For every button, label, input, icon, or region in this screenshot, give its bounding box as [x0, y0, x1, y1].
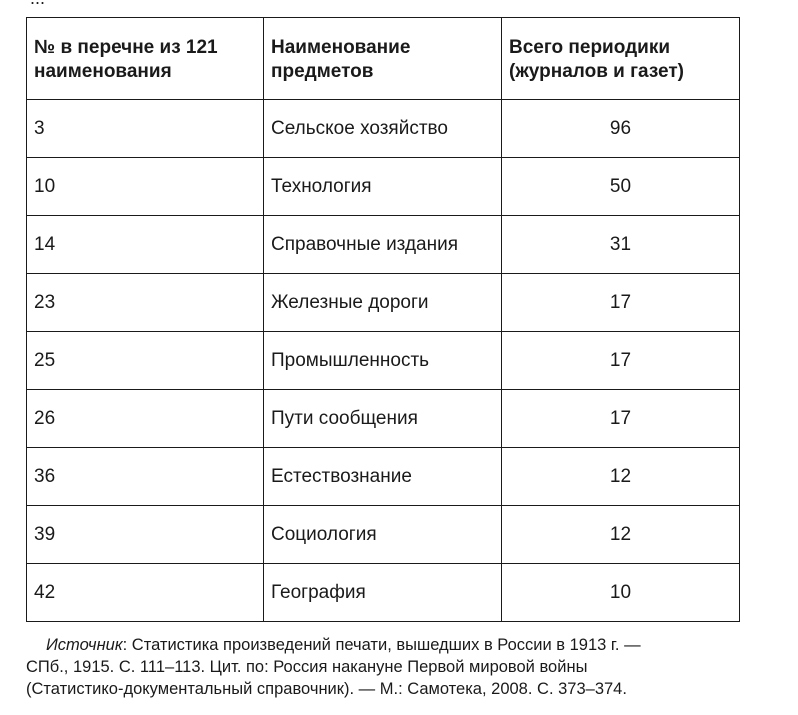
table-row — [27, 216, 740, 274]
header-subject — [264, 18, 502, 100]
cell-number: 39 — [27, 506, 264, 564]
header-total-line2: (журналов и газет) — [509, 61, 684, 82]
header-number-line1: № в перечне из 121 — [34, 37, 218, 58]
header-subject-line2: предметов — [271, 61, 374, 82]
cell-number: 23 — [27, 274, 264, 332]
cell-number: 3 — [27, 100, 264, 158]
table-row — [27, 564, 740, 622]
periodicals-table — [26, 17, 740, 622]
header-number — [27, 18, 264, 100]
cell-number: 10 — [27, 158, 264, 216]
cell-number: 26 — [27, 390, 264, 448]
header-total — [502, 18, 740, 100]
header-total-line1: Всего периодики — [509, 37, 671, 58]
table-row — [27, 100, 740, 158]
cell-total: 17 — [502, 332, 740, 390]
cell-number: 25 — [27, 332, 264, 390]
cell-total: 17 — [502, 274, 740, 332]
source-note — [26, 634, 766, 700]
cell-total: 31 — [502, 216, 740, 274]
cell-number: 36 — [27, 448, 264, 506]
cell-total: 96 — [502, 100, 740, 158]
cell-subject: Справочные издания — [264, 216, 502, 274]
cell-total: 17 — [502, 390, 740, 448]
cell-number: 14 — [27, 216, 264, 274]
table-row — [27, 332, 740, 390]
source-line-1-text: : Статистика произведений печати, вышедших в России в 1913 г. — — [122, 636, 641, 654]
source-line-2: СПб., 1915. С. 111–113. Цит. по: Россия накануне Первой мировой войны — [26, 658, 588, 676]
cell-total: 50 — [502, 158, 740, 216]
cell-subject: Железные дороги — [264, 274, 502, 332]
header-subject-line1: Наименование — [271, 37, 411, 58]
table-row — [27, 448, 740, 506]
cell-subject: Сельское хозяйство — [264, 100, 502, 158]
header-number-line2: наименования — [34, 61, 172, 82]
table-row — [27, 506, 740, 564]
cell-total: 12 — [502, 448, 740, 506]
source-line-1 — [26, 634, 766, 656]
cell-subject: Естествознание — [264, 448, 502, 506]
table-row — [27, 158, 740, 216]
cell-subject: Социология — [264, 506, 502, 564]
cell-number: 42 — [27, 564, 264, 622]
cell-subject: География — [264, 564, 502, 622]
cell-subject: Технология — [264, 158, 502, 216]
cell-subject: Промышленность — [264, 332, 502, 390]
source-line-3: (Статистико-документальный справочник). — М.: Самотека, 2008. С. 373–374. — [26, 680, 627, 698]
cell-subject: Пути сообщения — [264, 390, 502, 448]
cell-total: 10 — [502, 564, 740, 622]
table-row — [27, 274, 740, 332]
table-row — [27, 390, 740, 448]
source-label: Источник — [46, 636, 123, 654]
table-header-row — [27, 18, 740, 100]
cell-total: 12 — [502, 506, 740, 564]
cropped-top-text — [30, 0, 45, 8]
